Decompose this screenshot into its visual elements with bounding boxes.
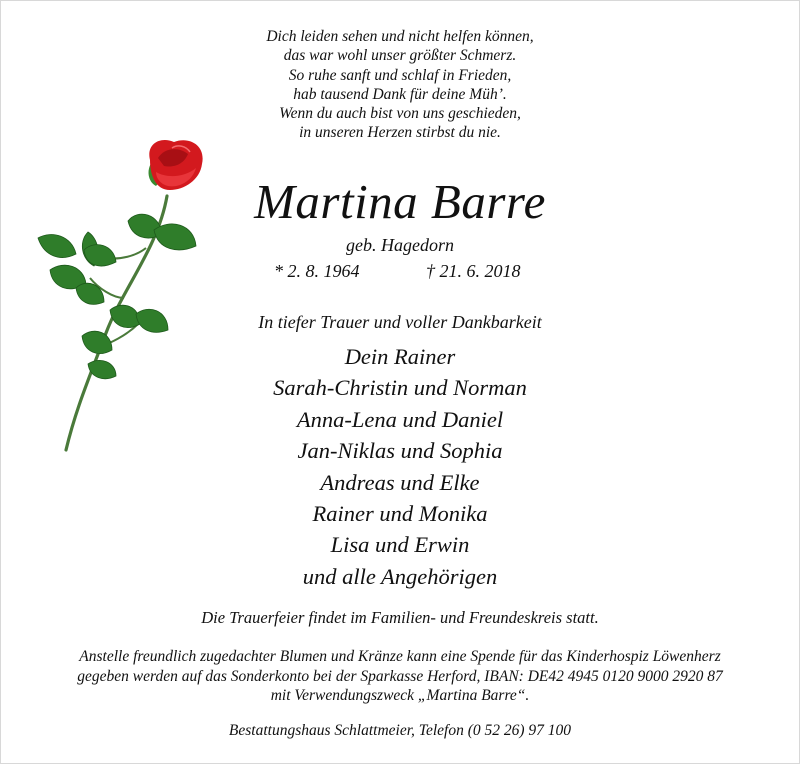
- family-list: [150, 341, 650, 592]
- mourning-intro: In tiefer Trauer und voller Dankbarkeit: [258, 312, 542, 332]
- poem-line: So ruhe sanft und schlaf in Frieden,: [288, 66, 512, 84]
- poem-line: hab tausend Dank für deine Müh’.: [293, 85, 507, 103]
- family-member: Jan-Niklas und Sophia: [297, 438, 503, 464]
- family-member: Anna-Lena und Daniel: [296, 406, 504, 432]
- poem-line: das war wohl unser größter Schmerz.: [283, 47, 517, 65]
- family-member: Lisa und Erwin: [330, 532, 470, 558]
- family-member: Andreas und Elke: [320, 469, 480, 495]
- family-member: Sarah-Christin und Norman: [273, 375, 527, 401]
- undertaker-contact: Bestattungshaus Schlattmeier, Telefon (0 52 26) 97 100: [228, 722, 572, 739]
- family-member: Dein Rainer: [344, 344, 456, 369]
- birth-date: * 2. 8. 1964: [274, 261, 360, 281]
- ceremony-note: Die Trauerfeier findet im Familien- und Freundeskreis statt.: [201, 608, 599, 627]
- donation-line: mit Verwendungszweck „Martina Barre“.: [270, 687, 530, 704]
- poem-line: in unseren Herzen stirbst du nie.: [299, 124, 501, 142]
- donation-note: [20, 647, 780, 706]
- donation-line: Anstelle freundlich zugedachter Blumen und Kränze kann eine Spende für das Kinderhospiz Löwenherz: [79, 648, 721, 665]
- family-member: Rainer und Monika: [312, 501, 488, 527]
- death-date: † 21. 6. 2018: [426, 261, 521, 281]
- donation-line: gegeben werden auf das Sonderkonto bei der Sparkasse Herford, IBAN: DE42 4945 0120 9000 2920 87: [77, 667, 723, 685]
- poem-line: Wenn du auch bist von uns geschieden,: [279, 105, 521, 123]
- birth-name: geb. Hagedorn: [346, 235, 454, 255]
- family-member: und alle Angehörigen: [302, 563, 498, 589]
- poem: [150, 27, 650, 143]
- life-dates: [150, 260, 650, 284]
- deceased-name: Martina Barre: [254, 174, 546, 229]
- poem-line: Dich leiden sehen und nicht helfen können,: [266, 28, 534, 45]
